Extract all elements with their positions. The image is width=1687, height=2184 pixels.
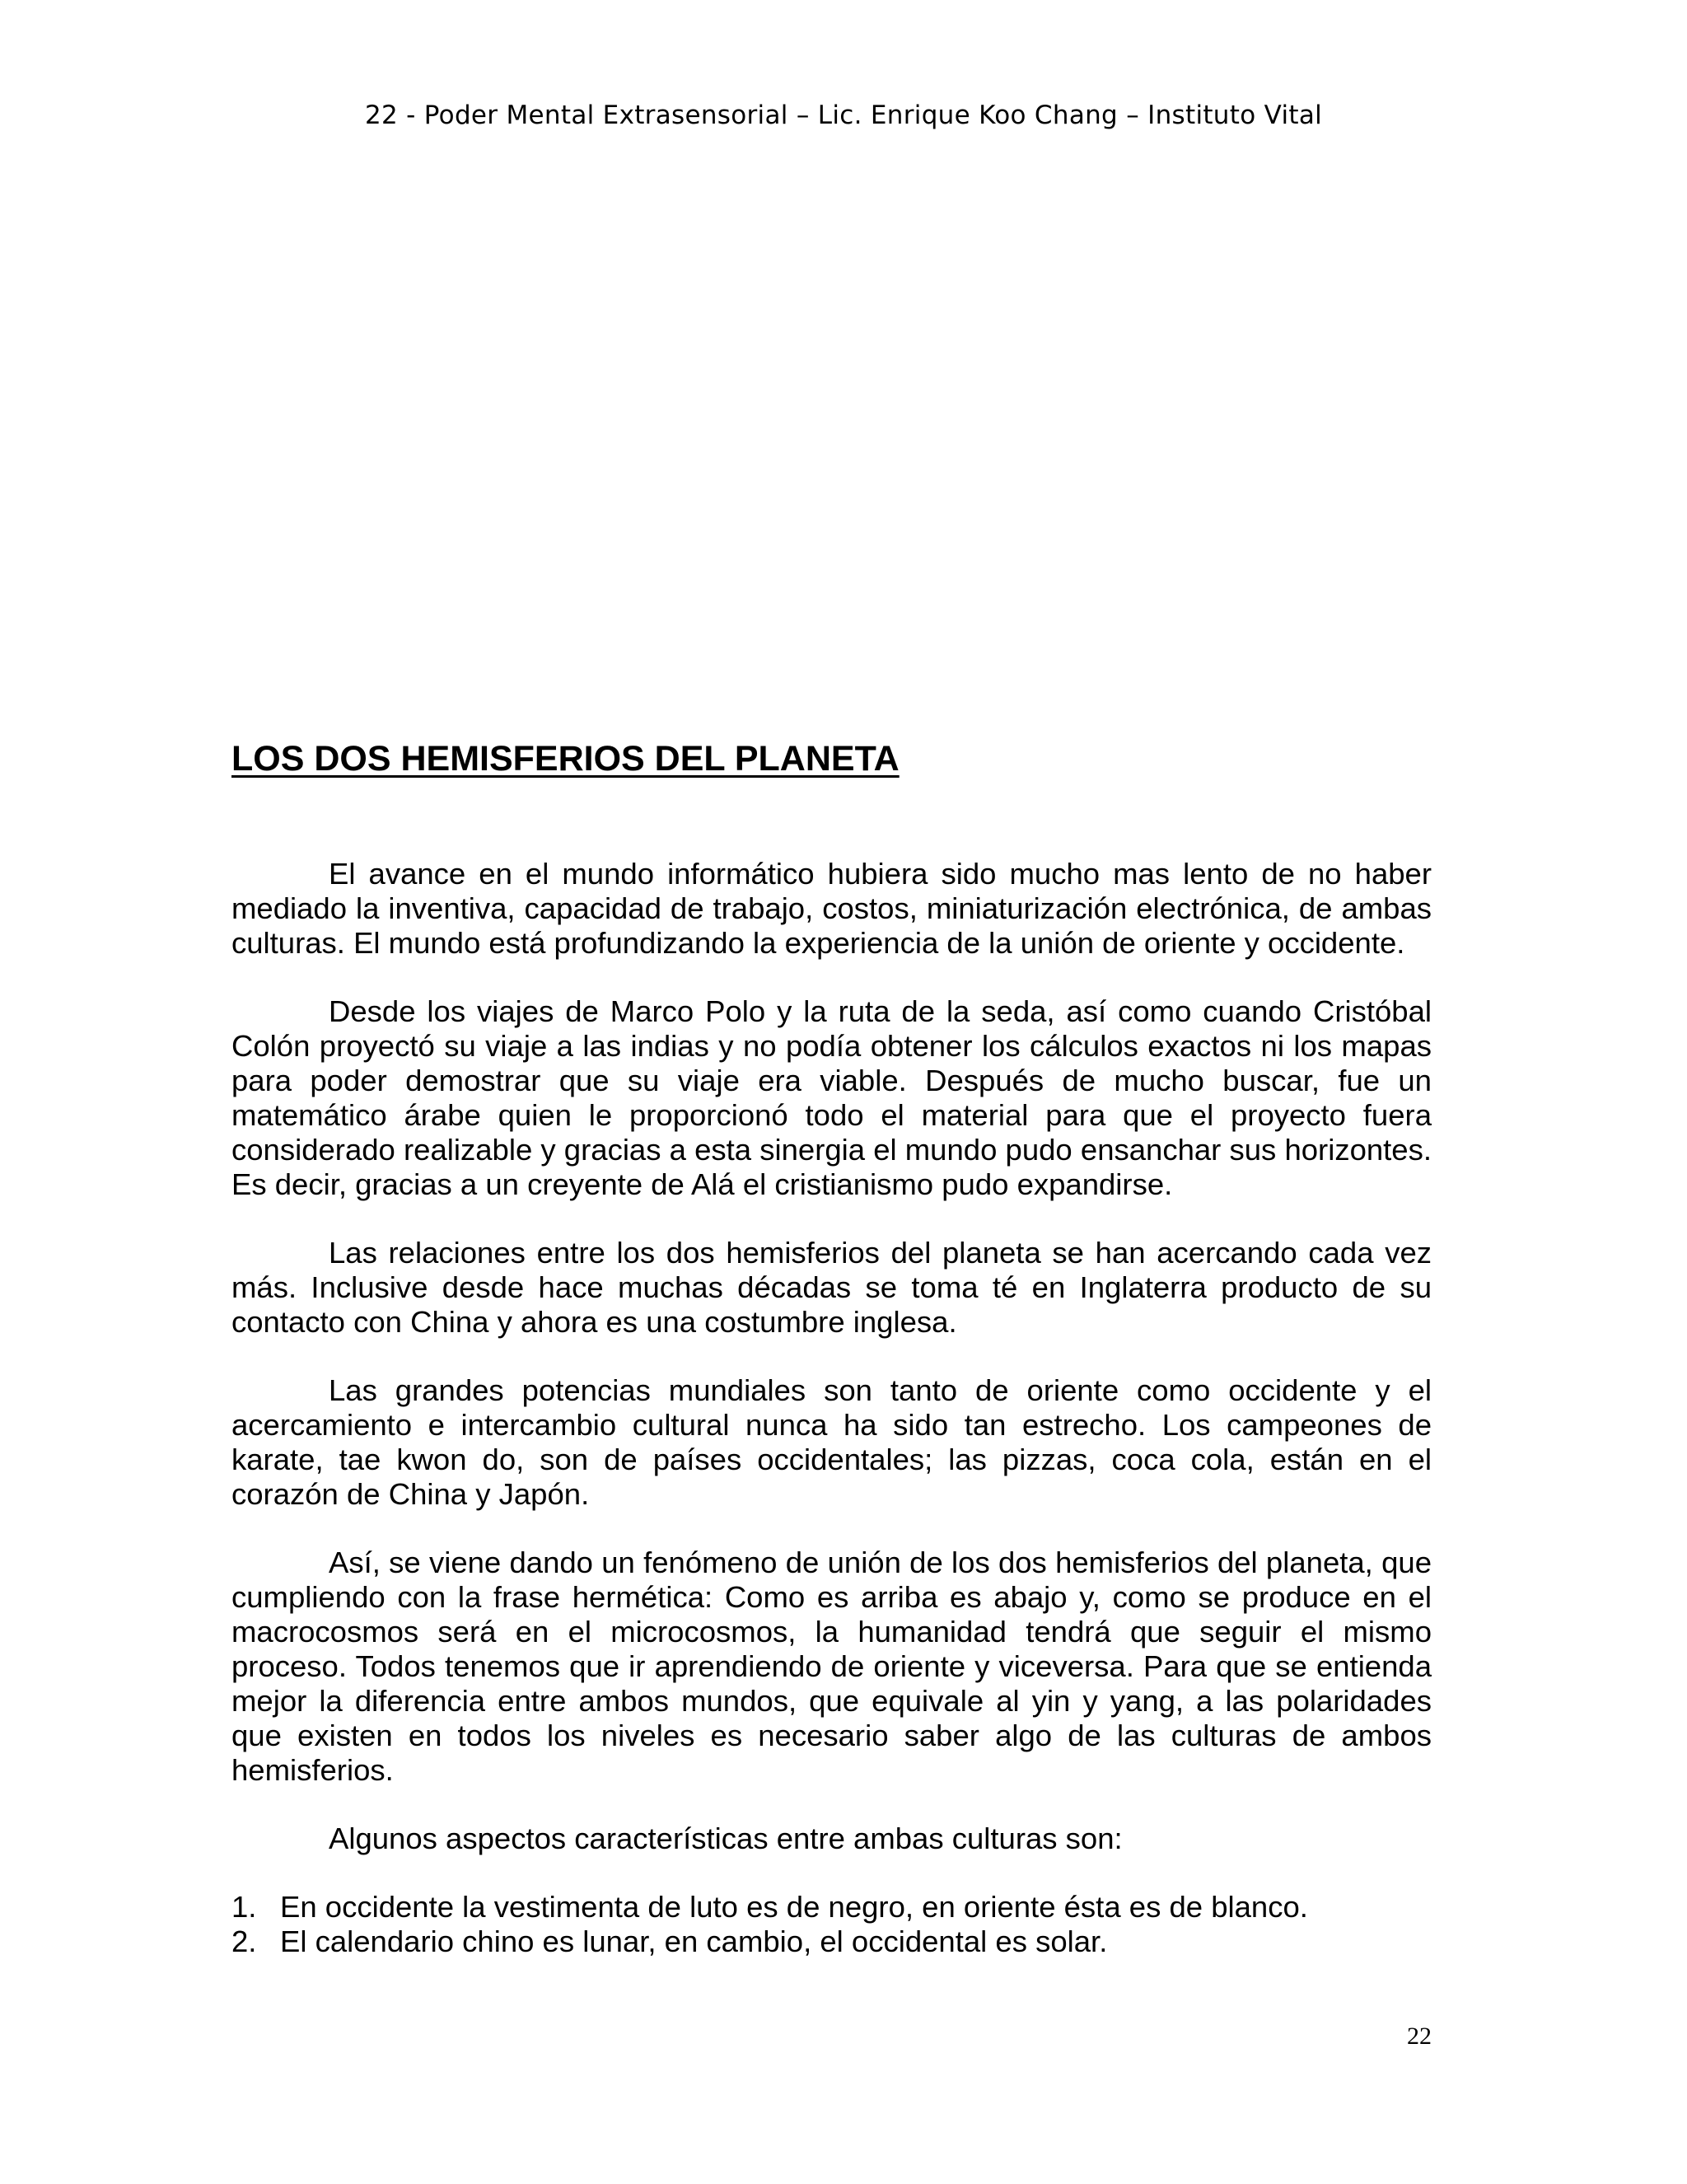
list-intro-paragraph: Algunos aspectos características entre ambas culturas son: [329, 1822, 1123, 1855]
list-item-number: 1. [231, 1890, 257, 1924]
paragraph: Las grandes potencias mundiales son tanto de oriente como occidente y el acercamiento e intercambio cultural nunca ha sido tan estrecho. Los campeones de karate, tae kwon do, son de países occidentales; las pizzas, coca cola, están en el corazón de China y Japón. [231, 1373, 1432, 1511]
page-number: 22 [1407, 2023, 1432, 2050]
section-title: LOS DOS HEMISFERIOS DEL PLANETA [231, 739, 900, 779]
list-item-text: En occidente la vestimenta de luto es de negro, en oriente ésta es de blanco. [280, 1890, 1308, 1924]
page-body [231, 737, 1432, 1959]
paragraph: El avance en el mundo informático hubiera sido mucho mas lento de no haber mediado la inventiva, capacidad de trabajo, costos, miniaturización electrónica, de ambas culturas. El mundo está profundizando la experiencia de la unión de oriente y occidente. [231, 857, 1432, 960]
list-item [231, 1890, 1432, 1924]
paragraph: Así, se viene dando un fenómeno de unión de los dos hemisferios del planeta, que cumpliendo con la frase hermética: Como es arriba es abajo y, como se produce en el macrocosmos será en el microcosmos, la humanidad tendrá que seguir el mismo proceso. Todos tenemos que ir aprendiendo de oriente y viceversa. Para que se entienda mejor la diferencia entre ambos mundos, que equivale al yin y yang, a las polaridades que existen en todos los niveles es necesario saber algo de las culturas de ambos hemisferios. [231, 1546, 1432, 1787]
numbered-list [231, 1890, 1432, 1959]
list-item [231, 1924, 1432, 1959]
paragraph: Desde los viajes de Marco Polo y la ruta de la seda, así como cuando Cristóbal Colón proyectó su viaje a las indias y no podía obtener los cálculos exactos ni los mapas para poder demostrar que su viaje era viable. Después de mucho buscar, fue un matemático árabe quien le proporcionó todo el material para que el proyecto fuera considerado realizable y gracias a esta sinergia el mundo pudo ensanchar sus horizontes. Es decir, gracias a un creyente de Alá el cristianismo pudo expandirse. [231, 994, 1432, 1201]
list-item-number: 2. [231, 1924, 257, 1958]
running-header: 22 - Poder Mental Extrasensorial – Lic. Enrique Koo Chang – Instituto Vital [364, 101, 1323, 130]
list-item-text: El calendario chino es lunar, en cambio, el occidental es solar. [280, 1924, 1108, 1958]
paragraph: Las relaciones entre los dos hemisferios del planeta se han acercando cada vez más. Inclusive desde hace muchas décadas se toma té en Inglaterra producto de su contacto con China y ahora es una costumbre inglesa. [231, 1236, 1432, 1339]
